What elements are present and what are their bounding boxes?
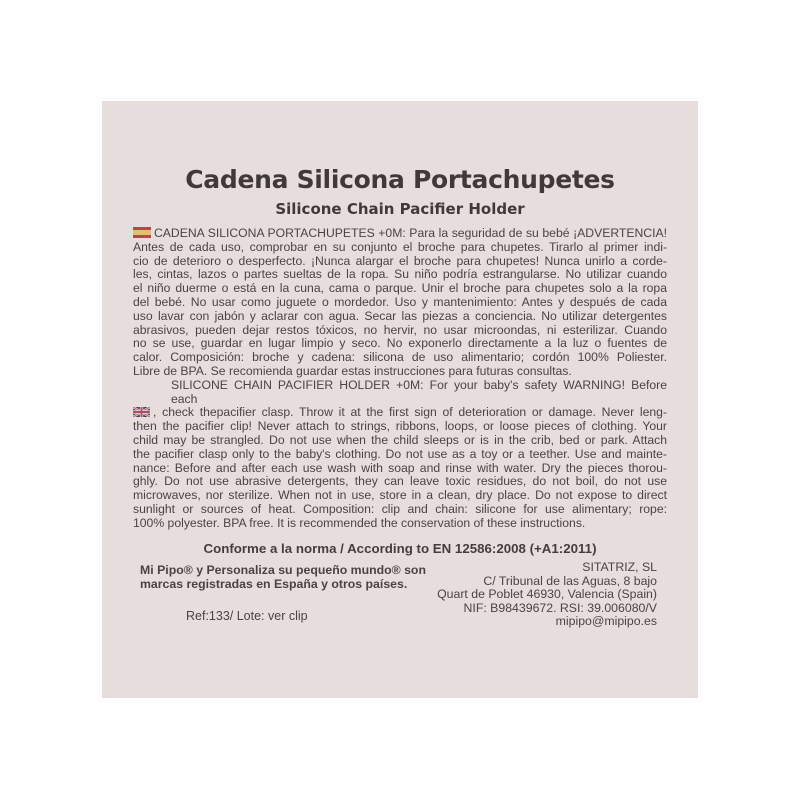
line-text: uso lavar con jabón y aclarar con agua. Secar las piezas a conciencia. No utilizar detergentes bbox=[133, 308, 667, 323]
instruction-line bbox=[133, 310, 667, 324]
line-text: marcas registradas en España y otros países. bbox=[140, 577, 408, 591]
line-text: microwaves, nor sterilize. When not in use, store in a clean, dry place. Do not expose to direct bbox=[133, 488, 667, 503]
ref-lot: Ref:133/ Lote: ver clip bbox=[186, 609, 308, 623]
compliance-statement: Conforme a la norma / According to EN 12586:2008 (+A1:2011) bbox=[203, 541, 597, 556]
instruction-line bbox=[133, 489, 667, 503]
line-text: Mi Pipo® y Personaliza su pequeño mundo® son bbox=[140, 563, 426, 577]
instructions-text bbox=[133, 227, 667, 531]
line-text: el niño duerme o está en la cuna, cama o parque. Unir el broche para chupetes solo a la ropa bbox=[133, 281, 667, 296]
instruction-line bbox=[133, 296, 667, 310]
trademark-notice bbox=[140, 563, 426, 591]
line-text: nance: Before and after each use wash with soap and rinse with water. Dry the pieces thorou- bbox=[133, 460, 667, 475]
instruction-line bbox=[133, 227, 667, 241]
line-text: no se use, guardar en lugar limpio y seco. No exponerlo directamente a la luz o fuentes de bbox=[133, 336, 667, 351]
line-text: NIF: B98439672. RSI: 39.006080/V bbox=[463, 600, 657, 615]
trademark-line bbox=[140, 563, 426, 577]
instruction-line bbox=[133, 517, 667, 531]
line-text: then the pacifier clip! Never attach to strings, ribbons, loops, or loose pieces of clothing. Your bbox=[133, 419, 667, 434]
line-text: SILICONE CHAIN PACIFIER HOLDER +0M: For your baby's safety WARNING! Before each bbox=[171, 377, 667, 406]
company-address-line bbox=[437, 561, 657, 575]
instruction-line bbox=[133, 268, 667, 282]
line-text: cio de deterioro o desperfecto. ¡Nunca alargar el broche para chupetes! Nunca unirlo a corde- bbox=[133, 253, 667, 268]
line-text: C/ Tribunal de las Aguas, 8 bajo bbox=[483, 573, 657, 588]
line-text: calor. Composición: broche y cadena: silicona de uso alimentario; cordón 100% Poliester. bbox=[133, 350, 667, 365]
line-text: the pacifier clasp only to the baby's clothing. Do not use as a toy or a teether. Use and mainte- bbox=[133, 446, 667, 461]
instruction-line bbox=[133, 337, 667, 351]
uk-flag-icon bbox=[133, 407, 150, 417]
line-text: abrasivos, pueden dejar restos tóxicos, no hervir, no usar microondas, ni esterilizar. Cuando bbox=[133, 322, 667, 337]
instruction-line bbox=[133, 406, 667, 420]
company-address bbox=[437, 561, 657, 629]
company-address-line bbox=[437, 588, 657, 602]
company-address-line bbox=[437, 615, 657, 629]
spain-flag-icon bbox=[133, 227, 151, 238]
company-address-line bbox=[437, 575, 657, 589]
line-text: CADENA SILICONA PORTACHUPETES +0M: Para la seguridad de su bebé ¡ADVERTENCIA! bbox=[154, 226, 667, 240]
line-text: 100% polyester. BPA free. It is recommended the conservation of these instructions. bbox=[133, 515, 586, 530]
line-text: child may be strangled. Do not use when the child sleeps or is in the crib, bed or park. Attach bbox=[133, 432, 667, 447]
line-text: SITATRIZ, SL bbox=[582, 560, 657, 574]
instruction-line bbox=[133, 462, 667, 476]
trademark-line bbox=[140, 577, 426, 591]
instruction-line bbox=[133, 282, 667, 296]
product-subtitle: Silicone Chain Pacifier Holder bbox=[275, 200, 525, 218]
line-text: Libre de BPA. Se recomienda guardar estas instrucciones para futuras consultas. bbox=[133, 363, 572, 378]
product-label-card bbox=[102, 101, 698, 698]
line-text: Antes de cada uso, comprobar en su conjunto el broche para chupetes. Tirarlo al primer indi- bbox=[133, 239, 667, 254]
instruction-line bbox=[133, 475, 667, 489]
instruction-line bbox=[133, 351, 667, 365]
product-title: Cadena Silicona Portachupetes bbox=[185, 165, 615, 194]
line-text: sunlight or sources of heat. Composition: clip and chain: silicone for use alimentary; rope: bbox=[133, 501, 667, 516]
line-text: mipipo@mipipo.es bbox=[555, 614, 657, 629]
instruction-line bbox=[133, 324, 667, 338]
line-text: del bebé. No usar como juguete o mordedor. Uso y mantenimiento: Antes y después de cada bbox=[133, 294, 667, 309]
instruction-line bbox=[133, 379, 667, 407]
instruction-line bbox=[133, 241, 667, 255]
line-text: , check thepacifier clasp. Throw it at the first sign of deterioration or damage. Never leng- bbox=[153, 405, 667, 420]
line-text: les, cintas, lazos o partes sueltas de la ropa. Su niño podría estrangularse. No utilizar cuando bbox=[133, 267, 667, 282]
instruction-line bbox=[133, 420, 667, 434]
instruction-line bbox=[133, 448, 667, 462]
line-text: Quart de Poblet 46930, Valencia (Spain) bbox=[437, 587, 657, 602]
instruction-line bbox=[133, 434, 667, 448]
instruction-line bbox=[133, 365, 667, 379]
instruction-line bbox=[133, 255, 667, 269]
line-text: ghly. Do not use abrasive detergents, they can leave toxic residues, do not boil, do not use bbox=[133, 474, 667, 489]
company-address-line bbox=[437, 602, 657, 616]
instruction-line bbox=[133, 503, 667, 517]
